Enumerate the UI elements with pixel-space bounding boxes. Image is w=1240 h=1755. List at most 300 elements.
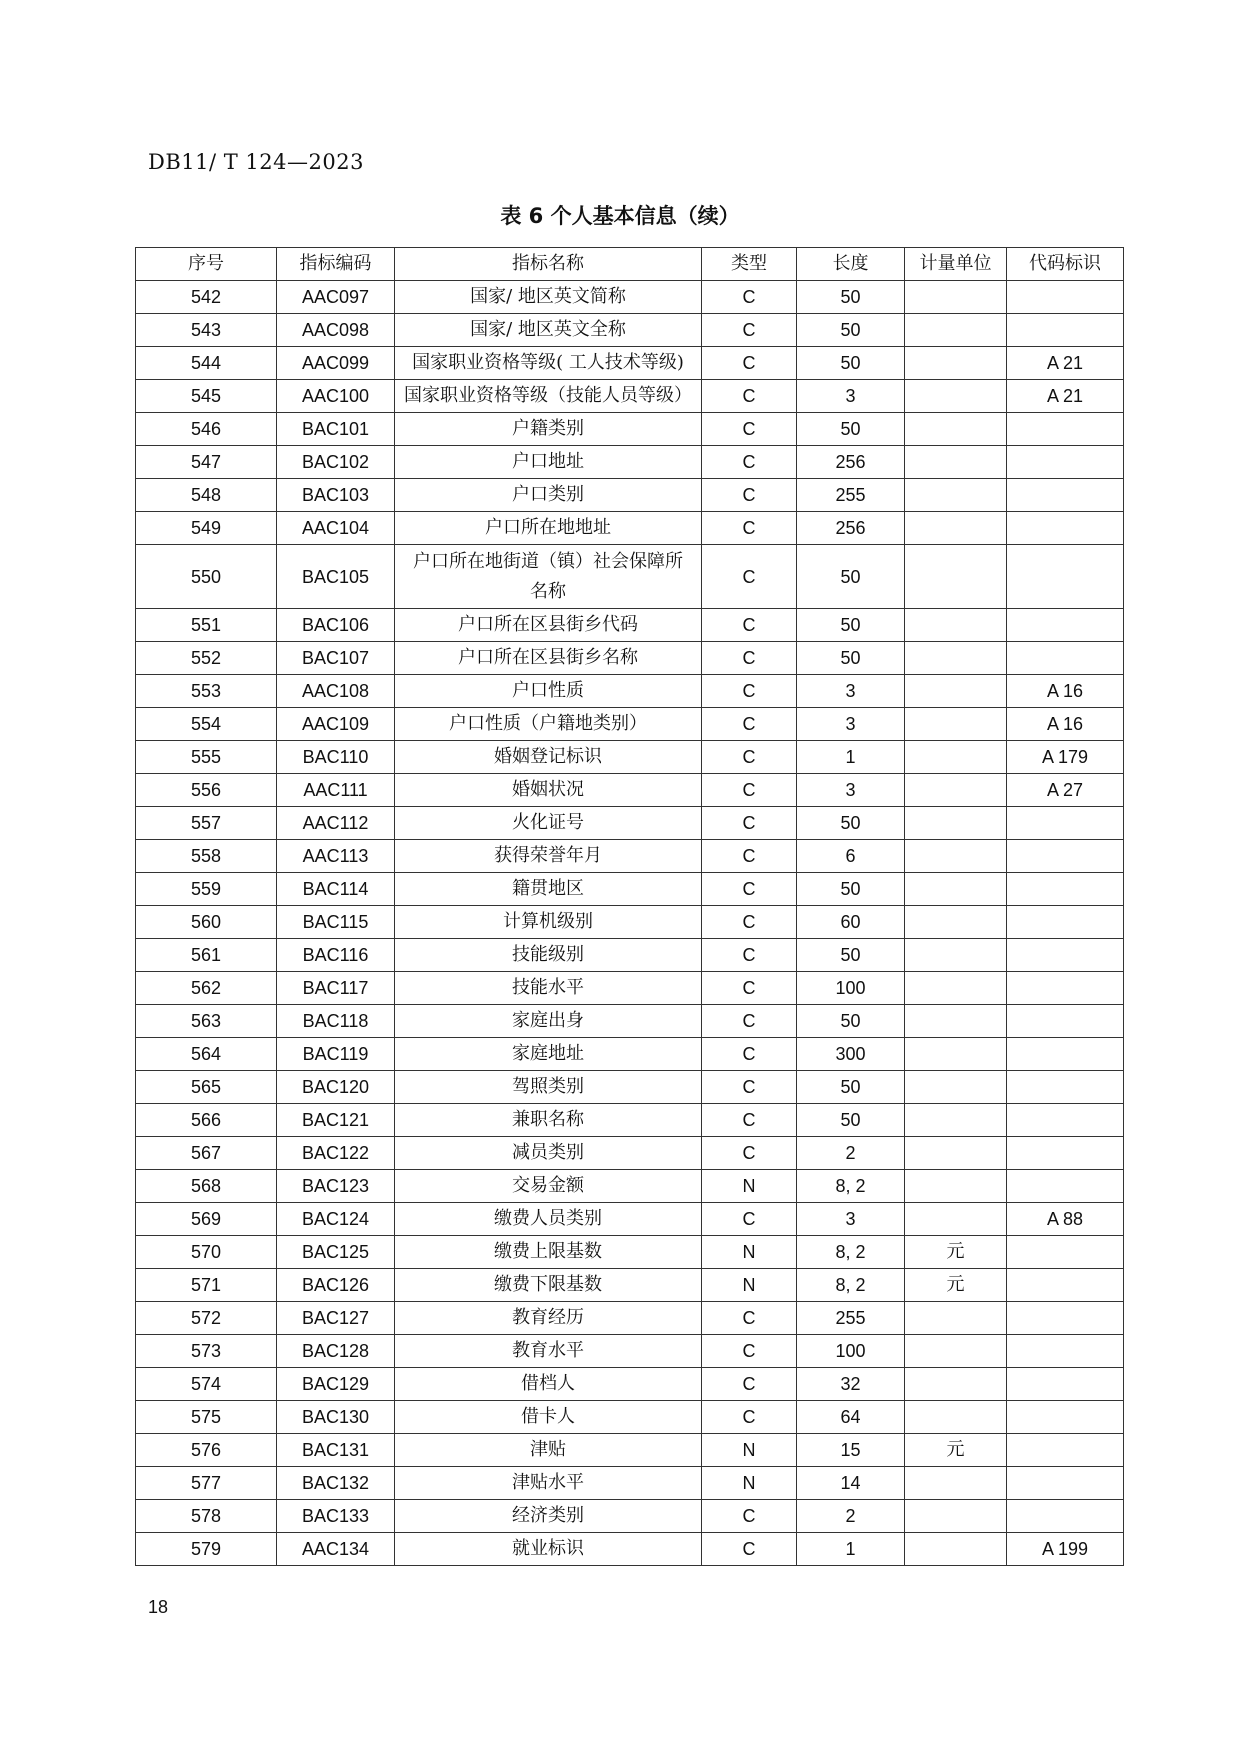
cell-code: BAC119 [277,1038,395,1071]
cell-code-ref [1007,972,1124,1005]
cell-unit [905,609,1007,642]
cell-unit [905,1533,1007,1566]
cell-code-ref [1007,1137,1124,1170]
cell-code: BAC122 [277,1137,395,1170]
cell-type: C [702,1005,797,1038]
cell-length: 8, 2 [797,1269,905,1302]
cell-code-ref [1007,939,1124,972]
column-header-type: 类型 [702,248,797,281]
cell-unit [905,741,1007,774]
cell-code: BAC120 [277,1071,395,1104]
cell-length: 50 [797,314,905,347]
cell-type: C [702,642,797,675]
table-row [136,642,1124,675]
cell-index: 562 [136,972,277,1005]
cell-unit [905,1170,1007,1203]
cell-index: 545 [136,380,277,413]
cell-length: 32 [797,1368,905,1401]
cell-index: 554 [136,708,277,741]
cell-name: 津贴水平 [395,1467,702,1500]
cell-length: 100 [797,1335,905,1368]
cell-index: 542 [136,281,277,314]
cell-code: BAC102 [277,446,395,479]
table-row [136,609,1124,642]
cell-code: AAC108 [277,675,395,708]
cell-index: 578 [136,1500,277,1533]
table-row [136,1071,1124,1104]
table-row [136,1005,1124,1038]
cell-name: 减员类别 [395,1137,702,1170]
cell-type: C [702,873,797,906]
table-row [136,675,1124,708]
table-row [136,1368,1124,1401]
table-row [136,1137,1124,1170]
cell-code-ref: A 21 [1007,380,1124,413]
cell-code: AAC134 [277,1533,395,1566]
cell-unit [905,1401,1007,1434]
cell-code-ref: A 179 [1007,741,1124,774]
cell-code-ref [1007,1500,1124,1533]
cell-code: BAC132 [277,1467,395,1500]
cell-length: 50 [797,1071,905,1104]
table-row [136,1401,1124,1434]
cell-unit [905,708,1007,741]
cell-length: 3 [797,1203,905,1236]
cell-index: 563 [136,1005,277,1038]
cell-unit [905,939,1007,972]
cell-unit [905,906,1007,939]
cell-length: 1 [797,741,905,774]
cell-index: 560 [136,906,277,939]
cell-length: 50 [797,281,905,314]
cell-length: 255 [797,1302,905,1335]
cell-code-ref [1007,642,1124,675]
cell-name: 户口所在地街道（镇）社会保障所名称 [395,545,702,609]
cell-index: 553 [136,675,277,708]
cell-index: 550 [136,545,277,609]
cell-length: 2 [797,1137,905,1170]
cell-code: BAC126 [277,1269,395,1302]
cell-name: 家庭地址 [395,1038,702,1071]
cell-index: 568 [136,1170,277,1203]
cell-unit [905,347,1007,380]
cell-length: 255 [797,479,905,512]
cell-name: 交易金额 [395,1170,702,1203]
cell-code: BAC127 [277,1302,395,1335]
cell-name: 技能水平 [395,972,702,1005]
cell-name: 兼职名称 [395,1104,702,1137]
table-row [136,281,1124,314]
cell-unit: 元 [905,1236,1007,1269]
cell-name: 经济类别 [395,1500,702,1533]
cell-code: BAC106 [277,609,395,642]
cell-unit [905,807,1007,840]
cell-name: 婚姻状况 [395,774,702,807]
cell-type: C [702,1203,797,1236]
cell-code: AAC104 [277,512,395,545]
cell-code-ref [1007,1434,1124,1467]
column-header-unit: 计量单位 [905,248,1007,281]
cell-type: C [702,1335,797,1368]
cell-type: C [702,741,797,774]
cell-length: 6 [797,840,905,873]
data-table [135,247,1124,1566]
cell-unit [905,512,1007,545]
cell-index: 575 [136,1401,277,1434]
cell-type: C [702,281,797,314]
cell-type: C [702,512,797,545]
cell-index: 548 [136,479,277,512]
cell-index: 561 [136,939,277,972]
cell-code-ref: A 16 [1007,708,1124,741]
cell-type: C [702,446,797,479]
table-row [136,512,1124,545]
cell-type: C [702,906,797,939]
cell-type: C [702,314,797,347]
cell-code-ref: A 199 [1007,1533,1124,1566]
cell-name: 户口所在区县街乡代码 [395,609,702,642]
table-row [136,939,1124,972]
cell-name: 技能级别 [395,939,702,972]
cell-length: 64 [797,1401,905,1434]
cell-code: AAC112 [277,807,395,840]
cell-unit [905,1335,1007,1368]
cell-name: 户口性质（户籍地类别） [395,708,702,741]
cell-name: 国家职业资格等级（技能人员等级） [395,380,702,413]
cell-index: 577 [136,1467,277,1500]
cell-type: C [702,380,797,413]
cell-code-ref: A 16 [1007,675,1124,708]
cell-index: 557 [136,807,277,840]
cell-name: 国家/ 地区英文全称 [395,314,702,347]
column-header-code: 指标编码 [277,248,395,281]
cell-type: C [702,609,797,642]
cell-code: BAC114 [277,873,395,906]
cell-code: BAC116 [277,939,395,972]
cell-name: 户籍类别 [395,413,702,446]
cell-code-ref [1007,281,1124,314]
table-row [136,545,1124,609]
cell-index: 559 [136,873,277,906]
cell-unit [905,972,1007,1005]
table-row [136,347,1124,380]
cell-code-ref [1007,807,1124,840]
cell-unit [905,1071,1007,1104]
table-row [136,1236,1124,1269]
cell-length: 50 [797,642,905,675]
cell-index: 573 [136,1335,277,1368]
cell-code-ref [1007,512,1124,545]
cell-code-ref [1007,1005,1124,1038]
cell-unit [905,1038,1007,1071]
cell-name: 国家职业资格等级( 工人技术等级) [395,347,702,380]
cell-type: C [702,545,797,609]
cell-code-ref [1007,1401,1124,1434]
cell-name: 获得荣誉年月 [395,840,702,873]
cell-code: BAC129 [277,1368,395,1401]
cell-name: 借卡人 [395,1401,702,1434]
cell-length: 50 [797,873,905,906]
cell-type: C [702,1137,797,1170]
cell-index: 572 [136,1302,277,1335]
cell-index: 565 [136,1071,277,1104]
cell-code: AAC113 [277,840,395,873]
cell-index: 556 [136,774,277,807]
cell-type: C [702,413,797,446]
cell-unit [905,380,1007,413]
cell-type: C [702,1104,797,1137]
cell-unit [905,1500,1007,1533]
cell-index: 552 [136,642,277,675]
cell-unit [905,413,1007,446]
cell-unit [905,1104,1007,1137]
cell-index: 576 [136,1434,277,1467]
cell-code-ref [1007,1335,1124,1368]
cell-type: C [702,774,797,807]
cell-code: BAC124 [277,1203,395,1236]
cell-type: C [702,675,797,708]
cell-code-ref: A 27 [1007,774,1124,807]
cell-name: 户口性质 [395,675,702,708]
cell-code-ref [1007,314,1124,347]
cell-code: AAC098 [277,314,395,347]
table-row [136,1170,1124,1203]
cell-code-ref [1007,1038,1124,1071]
cell-name: 户口所在区县街乡名称 [395,642,702,675]
cell-type: C [702,807,797,840]
cell-code: BAC131 [277,1434,395,1467]
cell-index: 543 [136,314,277,347]
table-row [136,1269,1124,1302]
cell-type: N [702,1434,797,1467]
table-row [136,380,1124,413]
cell-code: BAC110 [277,741,395,774]
cell-unit [905,479,1007,512]
cell-unit [905,873,1007,906]
cell-code: BAC103 [277,479,395,512]
cell-code-ref [1007,840,1124,873]
cell-type: C [702,1500,797,1533]
cell-code-ref [1007,413,1124,446]
cell-name: 火化证号 [395,807,702,840]
cell-unit [905,1368,1007,1401]
cell-index: 549 [136,512,277,545]
cell-index: 546 [136,413,277,446]
cell-unit [905,446,1007,479]
cell-unit [905,1005,1007,1038]
cell-code: AAC111 [277,774,395,807]
cell-type: C [702,708,797,741]
cell-unit [905,1203,1007,1236]
cell-type: C [702,840,797,873]
cell-index: 544 [136,347,277,380]
cell-code: BAC107 [277,642,395,675]
cell-code-ref [1007,906,1124,939]
cell-length: 50 [797,609,905,642]
cell-code-ref [1007,545,1124,609]
cell-length: 50 [797,413,905,446]
cell-code-ref [1007,1170,1124,1203]
cell-name: 借档人 [395,1368,702,1401]
cell-unit [905,1302,1007,1335]
cell-length: 3 [797,774,905,807]
table-row [136,1203,1124,1236]
cell-length: 50 [797,545,905,609]
cell-code: BAC128 [277,1335,395,1368]
cell-unit [905,314,1007,347]
cell-length: 50 [797,1005,905,1038]
cell-length: 8, 2 [797,1236,905,1269]
cell-length: 8, 2 [797,1170,905,1203]
cell-code-ref [1007,873,1124,906]
cell-length: 50 [797,807,905,840]
cell-code-ref [1007,1302,1124,1335]
cell-index: 558 [136,840,277,873]
column-header-name: 指标名称 [395,248,702,281]
cell-type: N [702,1269,797,1302]
table-row [136,1434,1124,1467]
cell-unit [905,1137,1007,1170]
cell-code-ref: A 88 [1007,1203,1124,1236]
cell-type: C [702,939,797,972]
cell-type: C [702,347,797,380]
cell-type: C [702,1368,797,1401]
cell-length: 3 [797,675,905,708]
cell-code-ref [1007,1269,1124,1302]
cell-name: 缴费上限基数 [395,1236,702,1269]
table-row [136,446,1124,479]
cell-code: BAC115 [277,906,395,939]
cell-index: 570 [136,1236,277,1269]
cell-code: BAC101 [277,413,395,446]
cell-type: N [702,1467,797,1500]
cell-code-ref [1007,446,1124,479]
cell-code-ref [1007,1368,1124,1401]
cell-code-ref [1007,1236,1124,1269]
table-row [136,906,1124,939]
cell-name: 计算机级别 [395,906,702,939]
table-row [136,1104,1124,1137]
cell-name: 婚姻登记标识 [395,741,702,774]
column-header-index: 序号 [136,248,277,281]
cell-length: 1 [797,1533,905,1566]
cell-unit [905,281,1007,314]
cell-name: 缴费人员类别 [395,1203,702,1236]
table-row [136,840,1124,873]
cell-index: 574 [136,1368,277,1401]
table-row [136,1302,1124,1335]
cell-unit: 元 [905,1269,1007,1302]
cell-unit [905,774,1007,807]
table-row [136,314,1124,347]
cell-length: 300 [797,1038,905,1071]
cell-index: 555 [136,741,277,774]
cell-name: 国家/ 地区英文简称 [395,281,702,314]
cell-code-ref: A 21 [1007,347,1124,380]
cell-unit [905,642,1007,675]
table-row [136,1533,1124,1566]
cell-name: 就业标识 [395,1533,702,1566]
table-row [136,708,1124,741]
table-row [136,1500,1124,1533]
cell-index: 579 [136,1533,277,1566]
cell-code: BAC121 [277,1104,395,1137]
cell-length: 60 [797,906,905,939]
cell-length: 50 [797,939,905,972]
table-row [136,1335,1124,1368]
cell-length: 15 [797,1434,905,1467]
cell-length: 50 [797,347,905,380]
cell-type: N [702,1236,797,1269]
cell-code: AAC099 [277,347,395,380]
cell-name: 缴费下限基数 [395,1269,702,1302]
cell-length: 3 [797,380,905,413]
table-row [136,873,1124,906]
cell-name: 家庭出身 [395,1005,702,1038]
cell-length: 14 [797,1467,905,1500]
cell-code: BAC118 [277,1005,395,1038]
cell-code: BAC123 [277,1170,395,1203]
table-header-row [136,248,1124,281]
cell-code-ref [1007,479,1124,512]
cell-length: 50 [797,1104,905,1137]
cell-index: 564 [136,1038,277,1071]
cell-length: 3 [797,708,905,741]
cell-type: C [702,1533,797,1566]
cell-code: BAC125 [277,1236,395,1269]
cell-name: 教育水平 [395,1335,702,1368]
table-row [136,1038,1124,1071]
cell-code-ref [1007,609,1124,642]
cell-index: 571 [136,1269,277,1302]
table-row [136,413,1124,446]
cell-index: 547 [136,446,277,479]
cell-code: BAC117 [277,972,395,1005]
cell-code: BAC133 [277,1500,395,1533]
cell-code-ref [1007,1071,1124,1104]
cell-name: 户口所在地地址 [395,512,702,545]
cell-name: 驾照类别 [395,1071,702,1104]
cell-code: AAC097 [277,281,395,314]
table-title: 表 6 个人基本信息（续） [500,204,740,228]
cell-type: C [702,1071,797,1104]
cell-unit: 元 [905,1434,1007,1467]
cell-name: 教育经历 [395,1302,702,1335]
cell-unit [905,840,1007,873]
cell-length: 256 [797,446,905,479]
table-row [136,774,1124,807]
cell-index: 569 [136,1203,277,1236]
cell-length: 2 [797,1500,905,1533]
cell-type: C [702,1038,797,1071]
column-header-code-ref: 代码标识 [1007,248,1124,281]
table-row [136,1467,1124,1500]
cell-length: 100 [797,972,905,1005]
cell-name: 籍贯地区 [395,873,702,906]
table-row [136,741,1124,774]
cell-code: BAC130 [277,1401,395,1434]
cell-code-ref [1007,1467,1124,1500]
cell-name: 津贴 [395,1434,702,1467]
cell-type: C [702,479,797,512]
table-row [136,479,1124,512]
cell-index: 551 [136,609,277,642]
column-header-length: 长度 [797,248,905,281]
table-body [136,281,1124,1566]
cell-index: 567 [136,1137,277,1170]
cell-code: AAC100 [277,380,395,413]
cell-type: C [702,972,797,1005]
